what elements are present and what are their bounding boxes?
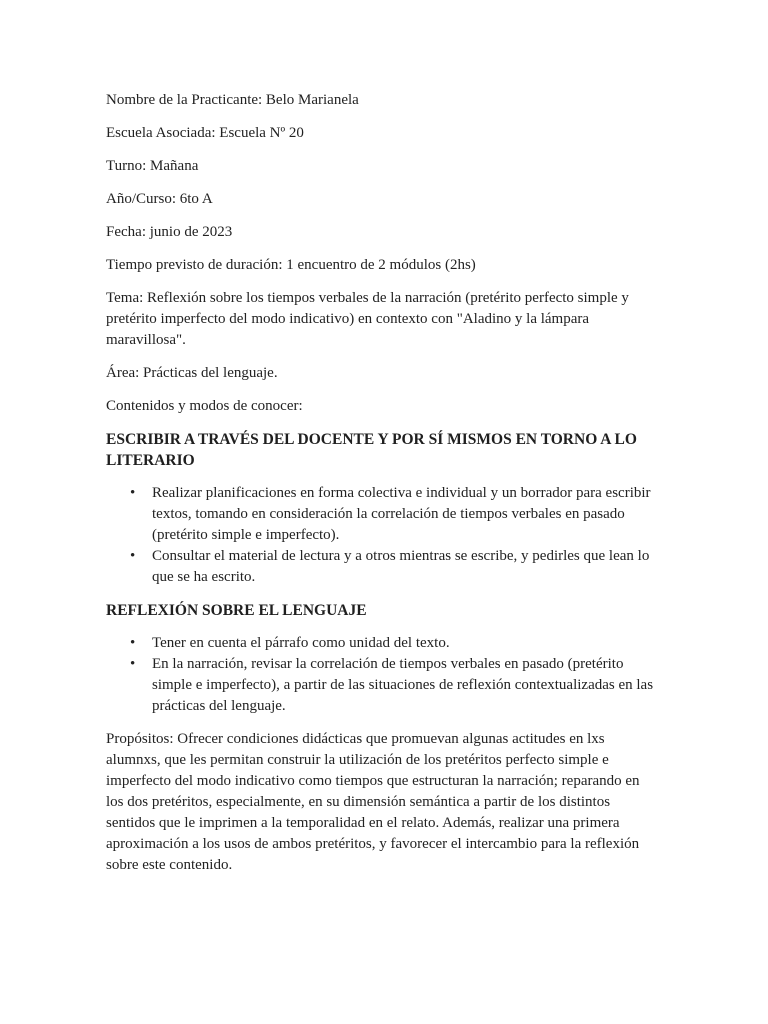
list-item xyxy=(130,546,658,588)
bullet-icon: • xyxy=(130,548,136,564)
associated-school: Escuela Asociada: Escuela Nº 20 xyxy=(106,125,304,141)
list-item xyxy=(130,483,658,546)
section-heading-writing: ESCRIBIR A TRAVÉS DEL DOCENTE Y POR SÍ MISMOS EN TORNO A LO LITERARIO xyxy=(106,431,637,469)
list-item-text: Realizar planificaciones en forma colectiva e individual y un borrador para escribir textos, tomando en consideración la correlación de tiempos verbales en pasado (pretérito simple e imperfecto). xyxy=(152,485,651,543)
writing-bullet-list xyxy=(106,483,658,588)
planned-duration: Tiempo previsto de duración: 1 encuentro de 2 módulos (2hs) xyxy=(106,257,476,273)
bullet-icon: • xyxy=(130,656,136,672)
list-item xyxy=(130,654,658,717)
reflection-bullet-list xyxy=(106,633,658,717)
purposes-paragraph: Propósitos: Ofrecer condiciones didácticas que promuevan algunas actitudes en lxs alumnxs, que les permitan construir la utilización de los pretéritos perfecto simple e imperfecto del modo indicativo como tiempos que estructuran la narración; reparando en los dos pretéritos, especialmente, en su dimensión semántica a partir de los distintos sentidos que le imprimen a la temporalidad en el relato. Además, realizar una primera aproximación a los usos de ambos pretéritos, y favorecer el intercambio para la reflexión sobre este contenido. xyxy=(106,731,640,873)
year-course: Año/Curso: 6to A xyxy=(106,191,213,207)
date: Fecha: junio de 2023 xyxy=(106,224,233,240)
contents-label: Contenidos y modos de conocer: xyxy=(106,398,303,414)
section-heading-reflection: REFLEXIÓN SOBRE EL LENGUAJE xyxy=(106,602,367,619)
list-item-text: Consultar el material de lectura y a otros mientras se escribe, y pedirles que lean lo que se ha escrito. xyxy=(152,548,650,585)
bullet-icon: • xyxy=(130,485,136,501)
list-item-text: Tener en cuenta el párrafo como unidad del texto. xyxy=(152,635,450,651)
bullet-icon: • xyxy=(130,635,136,651)
practitioner-name: Nombre de la Practicante: Belo Marianela xyxy=(106,92,359,108)
topic: Tema: Reflexión sobre los tiempos verbales de la narración (pretérito perfecto simple y pretérito imperfecto del modo indicativo) en contexto con "Aladino y la lámpara maravillosa". xyxy=(106,290,629,348)
area: Área: Prácticas del lenguaje. xyxy=(106,365,278,381)
list-item xyxy=(130,633,658,654)
shift: Turno: Mañana xyxy=(106,158,199,174)
list-item-text: En la narración, revisar la correlación de tiempos verbales en pasado (pretérito simple e imperfecto), a partir de las situaciones de reflexión contextualizadas en las prácticas del lenguaje. xyxy=(152,656,654,714)
